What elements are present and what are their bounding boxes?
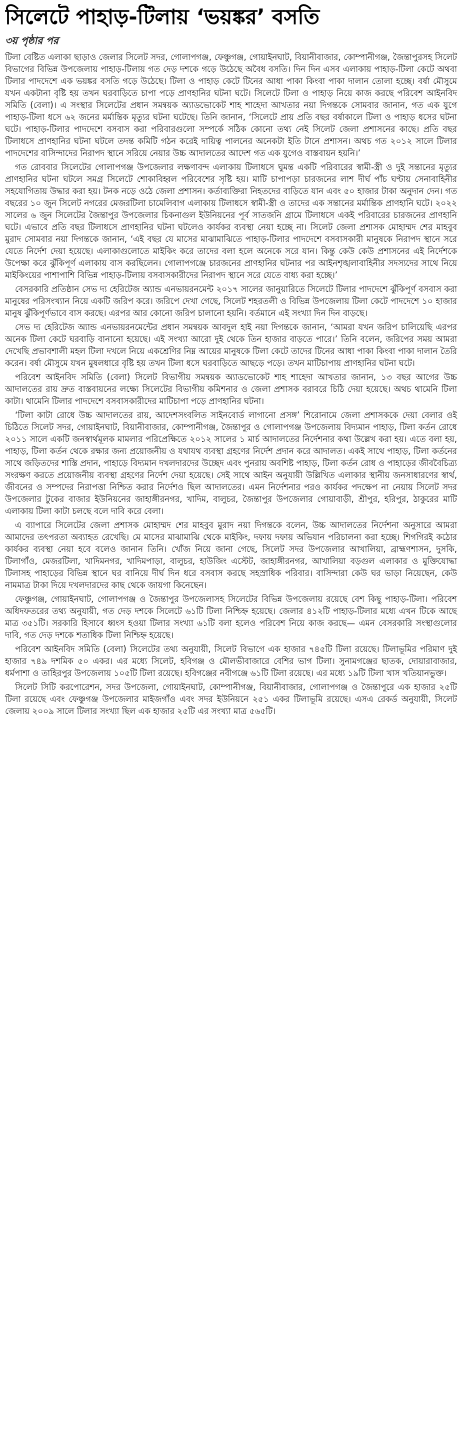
article-paragraph: পরিবেশ আইনবিদ সমিতি (বেলা) সিলেটের তথ্য অনুযায়ী, সিলেট বিভাগে এক হাজার ৭৪৫টি টিলা রয়েছে। টিলাভূমির পরিমাণ দুই হাজার ৭৪৯ দশমিক ৫০ একর। এর মধ্যে সিলেট, হবিগঞ্জ ও মৌলভীবাজারে বেশির ভাগ টিলা। সুনামগঞ্জের ছাতক, দোয়ারাবাজার, ধর্মপাশা ও তাহিরপুর উপজেলায় ১০৫টি টিলা রয়েছে। হবিগঞ্জের নবীগঞ্জে ৬১টি টিলা রয়েছে। এর মধ্যে ১৯টি টিলা খাস খতিয়ানভুক্ত। bbox=[5, 644, 457, 678]
article-paragraph: পরিবেশ আইনবিদ সমিতি (বেলা) সিলেট বিভাগীয় সমন্বয়ক অ্যাডভোকেট শাহ শাহেদা আখতার জানান, ১৩ বছর আগের উচ্চ আদালতের রায় দ্রুত বাস্তবায়নের লক্ষ্যে সিলেটের বিভাগীয় কমিশনার ও জেলা প্রশাসক বরাবরে চিঠি দেয়া হয়েছে। অথচ থামেনি টিলা কাটা। থামেনি টিলার পাদদেশে বসবাসকারীদের মাটিচাপা পড়ে প্রাণহানির ঘটনা। bbox=[5, 372, 457, 406]
article-headline: সিলেটে পাহাড়-টিলায় ‘ভয়ঙ্কর’ বসতি bbox=[5, 5, 320, 29]
article-paragraph: বেসরকারি প্রতিষ্ঠান সেভ দ্য হেরিটেজ অ্যান্ড এনভায়রনমেন্ট ২০১৭ সালের জানুয়ারিতে সিলেটে টিলার পাদদেশে ঝুঁকিপূর্ণ বসবাস করা মানুষের পরিসংখ্যান নিয়ে একটি জরিপ করে। জরিপে দেখা গেছে, সিলেট শহরতলী ও বিভিন্ন উপজেলায় টিলা কেটে পাদদেশে ১০ হাজার মানুষ ঝুঁকিপূর্ণভাবে বাস করছে। এরপর আর কোনো জরিপ চালানো হয়নি। বর্তমানে এই সংখ্যা দিন দিন বাড়ছে। bbox=[5, 284, 457, 318]
article-paragraph: গত রোববার সিলেটের গোলাপগঞ্জ উপজেলার লক্ষণাবন্দ এলাকায় টিলাধসে ঘুমন্ত একটি পরিবারের স্বামী-স্ত্রী ও দুই সন্তানের মৃত্যুর প্রাণহানির ঘটনা ঘটলে সমগ্র সিলেটে শোকাবিহ্বল পরিবেশের সৃষ্টি হয়। মাটি চাপাপড়া চারজনের লাশ দীর্ঘ পাঁচ ঘণ্টায় সেনাবাহিনীর সহযোগিতায় উদ্ধার করা হয়। টনক নড়ে ওঠে জেলা প্রশাসন। কর্তাব্যক্তিরা নিহতদের বাড়িতে যান এবং ৫০ হাজার টাকা অনুদান দেন। গত বছরের ১০ জুন সিলেট নগরের মেজরটিলা চামেলিবাগ এলাকায় টিলাধসে স্বামী-স্ত্রী ও তাদের এক সন্তানের মর্মান্তিক প্রাণহানি ঘটে। ২০২২ সালের ৬ জুন সিলেটের জৈন্তাপুর উপজেলার চিকনাগুল ইউনিয়নের পূর্ব সাতজনি গ্রামে টিলাধসে একই পরিবারের চারজনের প্রাণহানি ঘটে। এভাবে প্রতি বছর টিলাধসে প্রাণহানির ঘটনা ঘটলেও কার্যকর ব্যবস্থা নেয়া হচ্ছে না। সিলেট জেলা প্রশাসক মোহাম্মদ শের মাহবুব মুরাদ সোমবার নয়া দিগন্তকে জানান, ‘এই বছর যে মাসের মাঝামাঝিতে পাহাড়-টিলার পাদদেশে বসবাসকারী মানুষকে নিরাপদ স্থানে সরে যেতে নির্দেশ দেয়া হয়েছে। এলাকাগুলোতে মাইকিং করে তাদের বলা হলে অনেকে সরে যান। কিন্তু কেউ কেউ প্রশাসনের এই নির্দেশকে উপেক্ষা করে ঝুঁকিপূর্ণ এলাকায় বাস করছিলেন। গোলাপগঞ্জে চারজনের প্রাণহানির ঘটনার পর আইনশৃঙ্খলাবাহিনীর সদস্যদের সাথে নিয়ে মাইকিংয়ের পাশাপাশি বিভিন্ন পাহাড়-টিলায় বসবাসকারীদের নিরাপদ স্থানে সরে যেতে বাধ্য করা হচ্ছে।’ bbox=[5, 162, 457, 280]
article-body bbox=[5, 51, 457, 717]
continued-from-label: ৩য় পৃষ্ঠার পর bbox=[5, 36, 59, 47]
article-paragraph: টিলা বেষ্টিত এলাকা ছাড়াও জেলার সিলেট সদর, গোলাপগঞ্জ, ফেঞ্চুগঞ্জ, গোয়াইনঘাট, বিয়ানীবাজার, কোম্পানীগঞ্জ, জৈন্তাপুরসহ সিলেট বিভাগের বিভিন্ন উপজেলায় পাহাড়-টিলায় গত দেড় দশকে গড়ে উঠেছে অবৈধ বসতি। দিন দিন এসব এলাকায় পাহাড়-টিলা কেটে অথবা টিলার পাদদেশে এক ভয়ঙ্কর বসতি গড়ে উঠেছে। টিলা ও পাহাড় কেটে টিনের আধা পাকা কিংবা পাকা দালান তোলা হচ্ছে। বর্ষা মৌসুমে যখন একটানা বৃষ্টি হয় তখন ঘরবাড়িতে চাপা পড়ে প্রাণহানির ঘটনা ঘটে। সিলেটে টিলা ও পাহাড় নিয়ে কাজ করছে পরিবেশ আইনবিদ সমিতি (বেলা)। এ সংস্থার সিলেটের প্রধান সমন্বয়ক অ্যাডভোকেট শাহ শাহেদা আখতার নয়া দিগন্তকে সোমবার জানান, গত এক যুগে পাহাড়-টিলা ধসে ৬২ জনের মর্মান্তিক মৃত্যুর ঘটনা ঘটেছে। তিনি জানান, ‘সিলেটে প্রায় প্রতি বছর বর্ষাকালে টিলা ও পাহাড় ধসের ঘটনা ঘটে। পাহাড়-টিলার পাদদেশে বসবাস করা পরিবারগুলো সম্পর্কে সঠিক কোনো তথ্য নেই সিলেট জেলা প্রশাসনের কাছে। প্রতি বছর টিলাধসে প্রাণহানির ঘটনা ঘটলে তদন্ত কমিটি গঠন করেই দায়িত্ব পালনের অনেকটা ইতি টানে প্রশাসন। অথচ গত ২০১২ সালে টিলার পাদদেশের বাসিন্দাদের নিরাপদ স্থানে সরিয়ে নেয়ার উচ্চ আদালতের আদেশ গত এক যুগেও বাস্তবায়ন হয়নি।’ bbox=[5, 52, 457, 158]
article-paragraph: ‘টিলা কাটা রোধে উচ্চ আদালতের রায়, আদেশসংবলিত সাইনবোর্ড লাগানো প্রসঙ্গ’ শিরোনামে জেলা প্রশাসককে দেয়া বেলার ওই চিঠিতে সিলেট সদর, গোয়াইনঘাট, বিয়ানীবাজার, কোম্পানীগঞ্জ, জৈন্তাপুর ও গোলাপগঞ্জ উপজেলায় বিদ্যমান পাহাড়, টিলা কর্তন রোধে ২০১১ সালে একটি জনস্বার্থমূলক মামলার পরিপ্রেক্ষিতে ২০১২ সালের ১ মার্চ আদালতের নির্দেশনার কথা উল্লেখ করা হয়। এতে বলা হয়, পাহাড়, টিলা কর্তন থেকে রক্ষার জন্য প্রয়োজনীয় ও যথাযথ ব্যবস্থা গ্রহণের নির্দেশ প্রদান করে আদালত। একই সাথে পাহাড়, টিলা কর্তনের সাথে জড়িতদের শাস্তি প্রদান, পাহাড়ে বিদ্যমান দখলদারদের উচ্ছেদ এবং পুনরায় অবশিষ্ট পাহাড়, টিলা কর্তন রোধ ও পাহাড়ের জীববৈচিত্র্য সংরক্ষণ করতে প্রয়োজনীয় ব্যবস্থা গ্রহণের নির্দেশ দেয়া হয়েছে। সেই সাথে আইন অনুযায়ী উল্লিখিত এলাকার স্থানীয় জনসাধারণের স্বার্থ, জীবনের ও সম্পদের নিরাপত্তা নিশ্চিত করার নির্দেশও ছিল আদালতের। এমন নির্দেশনার পরও কার্যকর পদক্ষেপ না নেয়ায় সিলেট সদর উপজেলার টুকের বাজার ইউনিয়নের জাহাঙ্গীরনগর, খাদিম, বালুচর, জৈন্তাপুর উপজেলার গোয়াবাড়ী, শ্রীপুর, হরিপুর, ঠাকুরের মাটি এলাকায় টিলা কাটা চলছে বলে দাবি করে বেলা। bbox=[5, 410, 457, 516]
article-paragraph: সিলেট সিটি করপোরেশন, সদর উপজেলা, গোয়াইনঘাট, কোম্পানীগঞ্জ, বিয়ানীবাজার, গোলাপগঞ্জ ও জৈন্তাপুরে এক হাজার ২৫টি টিলা রয়েছে এবং ফেঞ্চুগঞ্জ উপজেলার মাইজগাঁও এবং সদর ইউনিয়নে ২৫১ একর টিলাভূমি রয়েছে। এসএ রেকর্ড অনুযায়ী, সিলেট জেলায় ২০০৯ সালে টিলার সংখ্যা ছিল এক হাজার ২৫টি এর সংখ্যা মাত্র ৫৬৫টি। bbox=[5, 682, 457, 716]
article-paragraph: সেভ দ্য হেরিটেজ অ্যান্ড এনভায়রনমেন্টের প্রধান সমন্বয়ক আবদুল হাই নয়া দিগন্তকে জানান, ‘আমরা যখন জরিপ চালিয়েছি এরপর অনেক টিলা কেটে ঘরবাড়ি বানানো হয়েছে। এই সংখ্যা আরো দুই থেকে তিন হাজার বাড়তে পারে।’ তিনি বলেন, জরিপের সময় আমরা দেখেছি প্রভাবশালী মহল টিলা দখলে নিয়ে একশ্রেণির নিম্ন আয়ের মানুষকে টিলা কেটে তাদের টিনের আধা পাকা কিংবা পাকা দালান তৈরি করেন। বর্ষা মৌসুমে যখন মুষলধারে বৃষ্টি হয় তখন টিলা ধসে ঘরবাড়িতে আছড়ে পড়ে। তখন মাটিচাপায় প্রাণহানির ঘটনা ঘটে। bbox=[5, 322, 457, 368]
article-paragraph: এ ব্যাপারে সিলেটের জেলা প্রশাসক মোহাম্মদ শের মাহবুব মুরাদ নয়া দিগন্তকে বলেন, উচ্চ আদালতের নির্দেশনা অনুসারে আমরা আমাদের তৎপরতা অব্যাহত রেখেছি। মে মাসের মাঝামাঝি থেকে মাইকিং, দফায় দফায় অভিযান পরিচালনা করা হচ্ছে। শিগগিরই কঠোর কার্যকর ব্যবস্থা নেয়া হবে বলেও জানান তিনি। খোঁজ নিয়ে জানা গেছে, সিলেট সদর উপজেলার আখালিয়া, ব্রাহ্মণশাসন, দুসকি, টিলাগাঁও, মেজরটিলা, খাদিমনগর, খাদিমপাড়া, বালুচর, হাউজিং এস্টেট, জাহাঙ্গীরনগর, আখালিয়া বড়গুল এলাকার ও মুক্তিযোদ্ধা টিলাসহ পাহাড়ের বিভিন্ন স্থানে ঘর বানিয়ে দীর্ঘ দিন ধরে বসবাস করছে সহস্রাধিক পরিবার। বাসিন্দারা কেউ ঘর ভাড়া নিয়েছেন, কেউ নামমাত্র টাকা দিয়ে দখলদারদের কাছ থেকে জায়গা কিনেছেন। bbox=[5, 520, 457, 590]
article-paragraph: ফেঞ্চুগঞ্জ, গোয়াইনঘাট, গোলাপগঞ্জ ও জৈন্তাপুর উপজেলাসহ সিলেটের বিভিন্ন উপজেলায় রয়েছে বেশ কিছু পাহাড়-টিলা। পরিবেশ অধিদফতরের তথ্য অনুযায়ী, গত দেড় দশকে সিলেটে ৬১টি টিলা নিশ্চিহ্ন হয়েছে। জেলার ৪১২টি পাহাড়-টিলার মধ্যে এখন টিকে আছে মাত্র ৩৫১টি। সরকারি হিসাবে ধ্বংস হওয়া টিলার সংখ্যা ৬১টি বলা হলেও পরিবেশ নিয়ে কাজ করছে— এমন বেসরকারি সংস্থাগুলোর দাবি, গত দেড় দশকে শতাধিক টিলা নিশ্চিহ্ন হয়েছে। bbox=[5, 594, 457, 640]
